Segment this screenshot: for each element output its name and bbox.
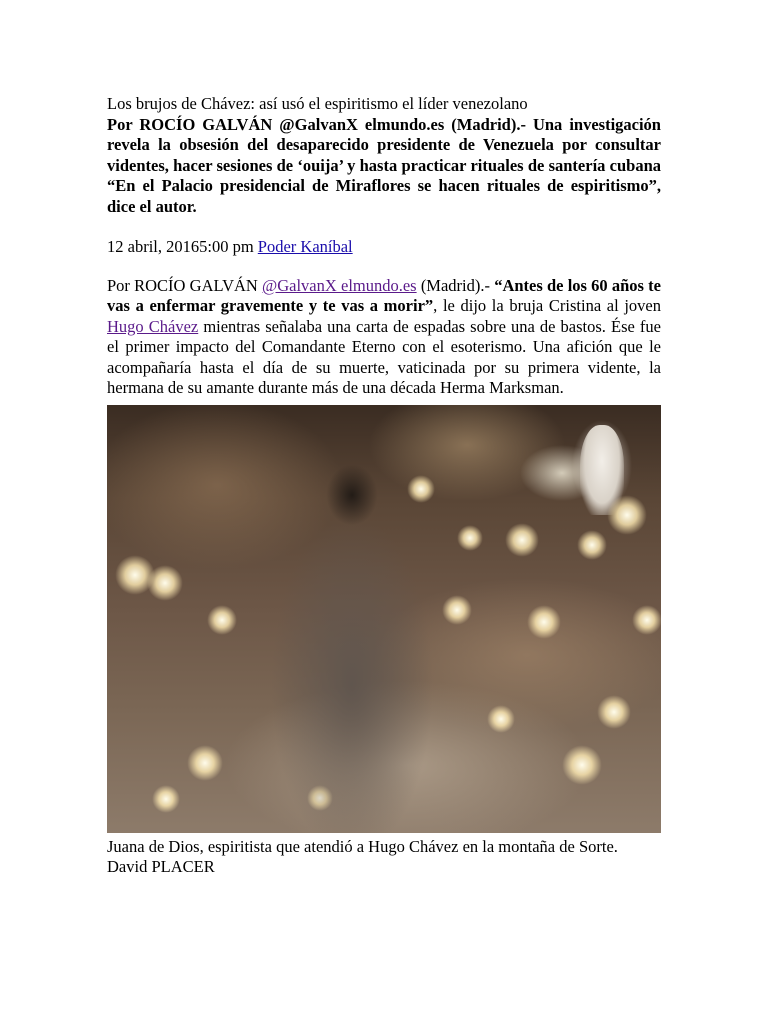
caption-text: Juana de Dios, espiritista que atendió a Hugo Chávez en la montaña de Sorte.: [107, 836, 618, 856]
article-madrid: (Madrid).-: [416, 275, 495, 295]
date-text: 12 abril, 20165:00 pm: [107, 237, 258, 256]
candle-glow: [187, 745, 223, 781]
headline-title: Los brujos de Chávez: así usó el espiritismo el líder venezolano: [107, 94, 528, 113]
candle-glow: [562, 745, 602, 785]
candle-glow: [147, 565, 183, 601]
dateline: [107, 237, 661, 258]
candle-glow: [577, 530, 607, 560]
candle-glow: [207, 605, 237, 635]
candle-glow: [152, 785, 180, 813]
altar-photo: [107, 405, 661, 833]
candle-glow: [505, 523, 539, 557]
candle-glow: [487, 705, 515, 733]
headline-block: [107, 94, 661, 217]
photo-caption: [107, 837, 661, 877]
article-mid: , le dijo la bruja Cristina al joven: [433, 296, 662, 315]
article-rest: mientras señalaba una carta de espadas sobre una de bastos. Ése fue el primer impacto del Comandante Eterno con el esoterismo. Una afición que le acompañaría hasta el día de su muerte, vaticinada por su primera vidente, la hermana de su amante durante más de una década Herma Marksman.: [107, 316, 661, 397]
article-content: [107, 94, 661, 877]
candle-glow: [457, 525, 483, 551]
candle-glow: [527, 605, 561, 639]
candle-glow: [597, 695, 631, 729]
candle-glow: [607, 495, 647, 535]
person-silhouette: [257, 435, 447, 833]
candle-glow: [632, 605, 661, 635]
source-link[interactable]: Poder Kaníbal: [257, 237, 353, 256]
article-quote: “Antes de los 60 años te vas a enfermar gravemente y te vas a morir”: [107, 275, 662, 315]
author-link[interactable]: @GalvanX elmundo.es: [262, 275, 417, 295]
article-prefix: Por ROCÍO GALVÁN: [107, 275, 263, 295]
article-body: [107, 276, 661, 399]
headline-byline: Por ROCÍO GALVÁN @GalvanX elmundo.es (Madrid).- Una investigación revela la obsesión del desaparecido presidente de Venezuela por consultar videntes, hacer sesiones de ‘ouija’ y hasta practicar rituales de santería cubana “En el Palacio presidencial de Miraflores se hacen rituales de espiritismo”, dice el autor.: [107, 114, 661, 216]
photo-credit: David PLACER: [107, 856, 215, 876]
hugo-chavez-link[interactable]: Hugo Chávez: [107, 316, 199, 336]
